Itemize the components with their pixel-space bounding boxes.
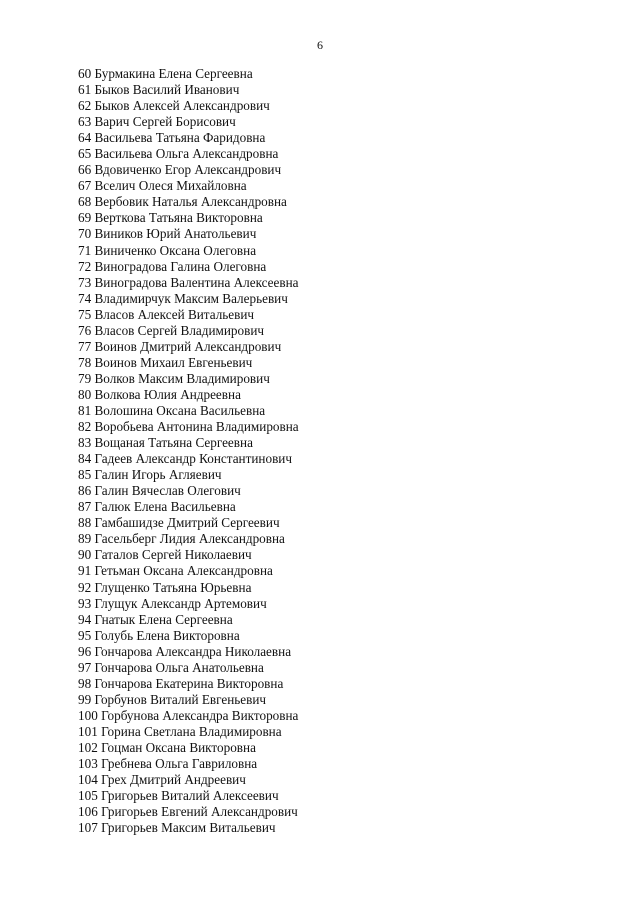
list-item: 76 Власов Сергей Владимирович <box>78 322 265 338</box>
list-item: 106 Григорьев Евгений Александрович <box>78 804 298 820</box>
list-item: 98 Гончарова Екатерина Викторовна <box>78 675 284 691</box>
list-item: 73 Виноградова Валентина Алексеевна <box>78 274 299 290</box>
list-item: 101 Горина Светлана Владимировна <box>78 723 282 739</box>
list-item: 67 Вселич Олеся Михайловна <box>78 178 247 194</box>
page-number: 6 <box>317 38 323 52</box>
list-item: 88 Гамбашидзе Дмитрий Сергеевич <box>78 515 280 531</box>
list-item: 89 Гасельберг Лидия Александровна <box>78 531 285 547</box>
list-item: 95 Голубь Елена Викторовна <box>78 627 240 643</box>
list-item: 107 Григорьев Максим Витальевич <box>78 820 276 836</box>
list-item: 85 Галин Игорь Агляевич <box>78 467 222 483</box>
list-item: 69 Верткова Татьяна Викторовна <box>78 210 263 226</box>
list-item: 75 Власов Алексей Витальевич <box>78 306 255 322</box>
list-item: 63 Варич Сергей Борисович <box>78 114 236 130</box>
list-item: 99 Горбунов Виталий Евгеньевич <box>78 691 267 707</box>
list-item: 70 Виников Юрий Анатольевич <box>78 226 257 242</box>
list-item: 78 Воинов Михаил Евгеньевич <box>78 354 253 370</box>
list-item: 100 Горбунова Александра Викторовна <box>78 707 299 723</box>
list-item: 94 Гнатык Елена Сергеевна <box>78 611 233 627</box>
list-item: 91 Гетьман Оксана Александровна <box>78 563 273 579</box>
list-item: 66 Вдовиченко Егор Александрович <box>78 162 282 178</box>
list-item: 102 Гоцман Оксана Викторовна <box>78 739 256 755</box>
list-item: 82 Воробьева Антонина Владимировна <box>78 419 299 435</box>
list-item: 71 Виниченко Оксана Олеговна <box>78 242 257 258</box>
list-item: 60 Бурмакина Елена Сергеевна <box>78 66 253 81</box>
list-item: 92 Глущенко Татьяна Юрьевна <box>78 579 252 595</box>
list-item: 86 Галин Вячеслав Олегович <box>78 483 241 499</box>
list-item: 104 Грех Дмитрий Андреевич <box>78 772 246 788</box>
list-item: 83 Вощаная Татьяна Сергеевна <box>78 435 253 451</box>
list-item: 93 Глущук Александр Артемович <box>78 595 267 611</box>
list-item: 79 Волков Максим Владимирович <box>78 370 270 386</box>
list-item: 68 Вербовик Наталья Александровна <box>78 194 287 210</box>
list-item: 97 Гончарова Ольга Анатольевна <box>78 659 264 675</box>
list-item: 84 Гадеев Александр Константинович <box>78 451 292 467</box>
list-item: 62 Быков Алексей Александрович <box>78 98 270 114</box>
list-item: 103 Гребнева Ольга Гавриловна <box>78 756 258 772</box>
list-item: 105 Григорьев Виталий Алексеевич <box>78 788 279 804</box>
list-item: 65 Васильева Ольга Александровна <box>78 146 279 162</box>
list-item: 87 Галюк Елена Васильевна <box>78 499 236 515</box>
list-item: 77 Воинов Дмитрий Александрович <box>78 338 282 354</box>
name-list <box>78 66 299 836</box>
list-item: 81 Волошина Оксана Васильевна <box>78 402 266 418</box>
list-item: 61 Быков Василий Иванович <box>78 82 240 98</box>
list-item: 90 Гаталов Сергей Николаевич <box>78 547 252 563</box>
list-item: 80 Волкова Юлия Андреевна <box>78 386 241 402</box>
list-item: 96 Гончарова Александра Николаевна <box>78 643 292 659</box>
list-item: 72 Виноградова Галина Олеговна <box>78 258 267 274</box>
list-item: 74 Владимирчук Максим Валерьевич <box>78 290 288 306</box>
list-item: 64 Васильева Татьяна Фаридовна <box>78 130 266 146</box>
